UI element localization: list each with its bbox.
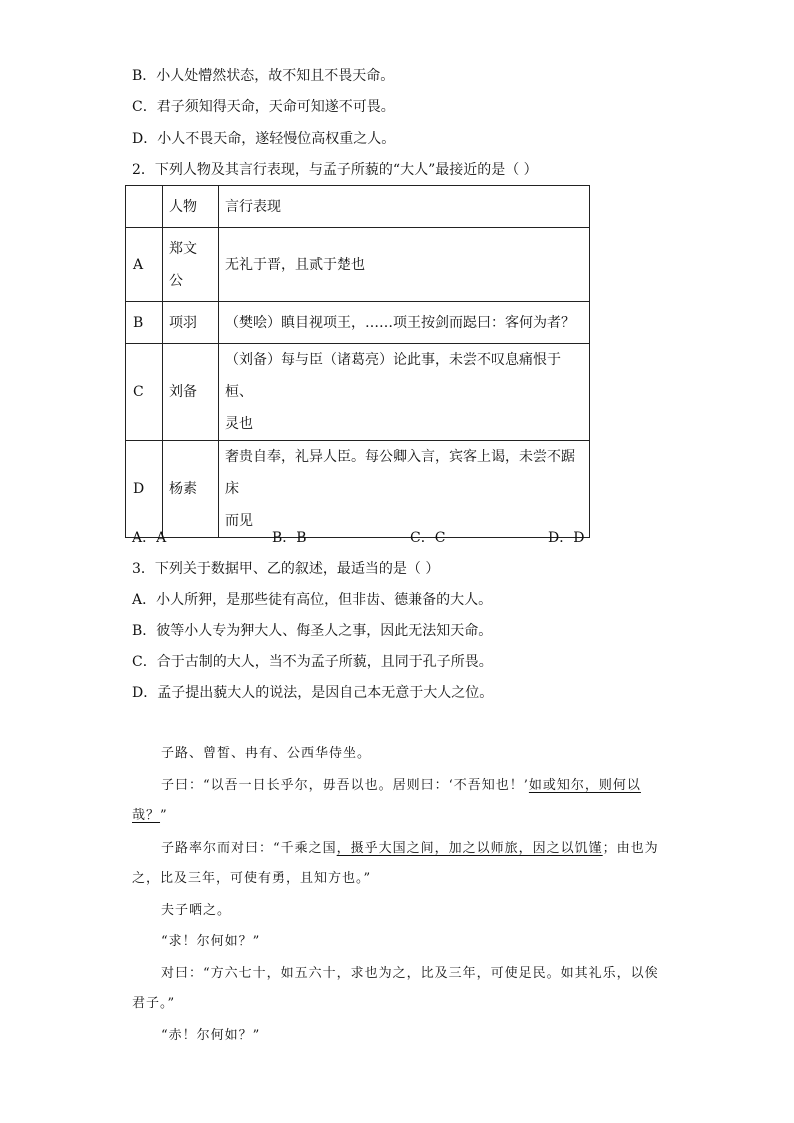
classic-line (161, 839, 659, 859)
q3-option-d: D．孟子提出藐大人的说法，是因自己本无意于大人之位。 (132, 685, 494, 701)
q3-stem: 3．下列关于数据甲、乙的叙述，最适当的是（ ） (132, 561, 440, 577)
classic-line (161, 776, 641, 796)
text-segment: 子路率尔而对曰：“千乘之国 (161, 841, 337, 856)
row-person: 项羽 (163, 302, 219, 344)
row-key: D (126, 441, 163, 538)
row-key: C (126, 344, 163, 441)
text-segment: 子曰：“以吾一日长乎尔，毋吾以也。居则曰：‘不吾知也！’ (161, 778, 529, 793)
underlined-segment: ，摄乎大国之间，加之以师旅，因之以饥馑 (336, 841, 603, 856)
conduct-line: 而见 (225, 513, 253, 529)
classic-line (132, 806, 168, 826)
row-conduct: 无礼于晋，且贰于楚也 (219, 228, 590, 302)
table-row (126, 344, 590, 441)
q2-option-d: D．D (548, 530, 585, 546)
q3-option-b: B．彼等小人专为狎大人、侮圣人之事，因此无法知天命。 (132, 623, 493, 639)
table-row (126, 441, 590, 538)
header-cell (126, 186, 163, 228)
classic-line: 夫子哂之。 (161, 903, 232, 918)
q1-option-d: D．小人不畏天命，遂轻慢位高权重之人。 (132, 131, 396, 147)
row-key: B (126, 302, 163, 344)
q3-option-c: C．合于古制的大人，当不为孟子所藐，且同于孔子所畏。 (132, 654, 493, 670)
conduct-line: （刘备）每与臣（诸葛亮）论此事，未尝不叹息痛恨于桓、 (225, 352, 561, 400)
q2-table (125, 185, 590, 538)
q2-option-c: C．C (410, 530, 446, 546)
row-person (163, 228, 219, 302)
text-segment: ” (160, 808, 168, 823)
row-person: 杨素 (163, 441, 219, 538)
q1-option-b: B．小人处懵然状态，故不知且不畏天命。 (132, 68, 395, 84)
header-cell-person: 人物 (163, 186, 219, 228)
header-cell-conduct: 言行表现 (219, 186, 590, 228)
q2-option-b: B．B (272, 530, 307, 546)
q3-option-a: A．小人所狎，是那些徒有高位，但非齿、德兼备的大人。 (132, 592, 493, 608)
q1-option-c: C．君子须知得天命，天命可知遂不可畏。 (132, 99, 395, 115)
row-conduct (219, 344, 590, 441)
table-header-row (126, 186, 590, 228)
row-person: 刘备 (163, 344, 219, 441)
underlined-segment: 哉？ (132, 808, 161, 823)
q2-stem: 2．下列人物及其言行表现，与孟子所藐的“大人”最接近的是（ ） (132, 162, 538, 178)
conduct-line: 灵也 (225, 416, 253, 432)
underlined-segment: 如或知尔，则何以 (528, 778, 641, 793)
conduct-line: 奢贵自奉，礼异人臣。每公卿入言，宾客上谒，未尝不踞床 (225, 449, 575, 497)
classic-line: 君子。” (132, 996, 176, 1011)
row-key: A (126, 228, 163, 302)
q2-option-a: A．A (132, 530, 167, 546)
classic-line: 对曰：“方六七十，如五六十，求也为之，比及三年，可使足民。如其礼乐，以俟 (161, 966, 659, 981)
table-row (126, 228, 590, 302)
classic-line: “赤！尔何如？” (161, 1028, 261, 1043)
classic-line: 子路、曾皙、冉有、公西华侍坐。 (161, 746, 372, 761)
row-conduct: （樊哙）瞋目视项王，……项王按剑而跽曰：客何为者？ (219, 302, 590, 344)
text-segment: ；由也为 (602, 841, 659, 856)
classic-line: 之，比及三年，可使有勇，且知方也。” (132, 871, 372, 886)
person-line: 公 (169, 272, 183, 289)
row-conduct (219, 441, 590, 538)
person-line: 郑文 (169, 240, 197, 257)
table-row (126, 302, 590, 344)
classic-line: “求！尔何如？” (161, 934, 261, 949)
